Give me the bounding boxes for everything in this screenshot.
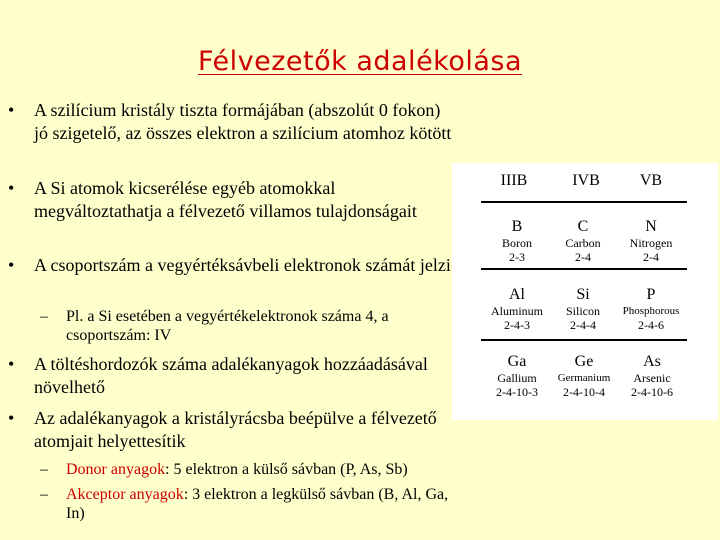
bullet-item — [8, 353, 454, 398]
bullet-item — [8, 99, 454, 144]
bullet-text: A Si atomok kicserélése egyéb atomokkal megváltoztathatja a félvezető villamos tulajdonságait — [34, 178, 417, 221]
element-cell-germanium — [551, 353, 617, 399]
sub-bullet-item — [40, 485, 461, 523]
element-config: 2-4 — [643, 250, 659, 264]
bullet-text: A szilícium kristály tiszta formájában (abszolút 0 fokon) jó szigetelő, az összes elektron a szilícium atomhoz kötött — [34, 100, 452, 143]
bullet-dot: • — [8, 178, 15, 198]
element-name: Aluminum — [490, 304, 543, 318]
sub-bullet-item — [40, 460, 461, 479]
element-cell-boron — [485, 218, 549, 264]
element-config: 2-4-10-6 — [631, 385, 673, 399]
sub-bullet-text: Pl. a Si esetében a vegyértékelektronok száma 4, a csoportszám: IV — [66, 308, 389, 344]
bullet-text: Az adalékanyagok a kristályrácsba beépülve a félvezető atomjait helyettesítik — [34, 408, 437, 451]
bullet-dot: • — [8, 255, 15, 275]
element-symbol: P — [646, 286, 656, 303]
element-config: 2-3 — [509, 250, 525, 264]
element-symbol: Si — [576, 286, 590, 303]
element-config: 2-4-6 — [638, 318, 664, 332]
element-cell-phosphorous — [618, 286, 684, 332]
element-symbol: Ge — [574, 353, 594, 370]
sub-bullet-dash: – — [40, 486, 48, 503]
element-name: Arsenic — [633, 371, 671, 385]
element-cell-silicon — [551, 286, 615, 332]
element-symbol: C — [577, 218, 589, 235]
donor-label: Donor anyagok — [66, 461, 166, 478]
element-name: Phosphorous — [622, 305, 680, 317]
element-name: Nitrogen — [629, 236, 673, 250]
element-symbol: Ga — [507, 353, 527, 370]
element-config: 2-4-4 — [570, 318, 596, 332]
page-title: Félvezetők adalékolása — [197, 46, 523, 77]
table-divider — [481, 268, 687, 270]
element-name: Boron — [502, 236, 532, 250]
element-config: 2-4 — [575, 250, 591, 264]
element-symbol: B — [511, 218, 523, 235]
sub-bullet-dash: – — [40, 308, 48, 325]
element-name: Gallium — [497, 371, 537, 385]
bullet-item — [8, 407, 454, 452]
bullet-dot: • — [8, 100, 15, 120]
element-symbol: Al — [509, 286, 525, 303]
bullet-item — [8, 254, 454, 277]
bullet-dot: • — [8, 354, 15, 374]
element-config: 2-4-10-4 — [563, 385, 605, 399]
element-config: 2-4-10-3 — [496, 385, 538, 399]
bullet-text: A csoportszám a vegyértéksávbeli elektronok számát jelzi — [34, 255, 451, 275]
element-name: Germanium — [557, 372, 611, 384]
bullet-dot: • — [8, 408, 15, 428]
bullet-text: A töltéshordozók száma adalékanyagok hozzáadásával növelhető — [34, 354, 428, 397]
element-name: Carbon — [565, 236, 601, 250]
element-cell-arsenic — [619, 353, 685, 399]
element-cell-carbon — [551, 218, 615, 264]
sub-bullet-text: : 3 elektron a legkülső sávban (B, Al, Ga, In) — [66, 486, 449, 522]
element-cell-aluminum — [485, 286, 549, 332]
table-divider — [481, 201, 687, 203]
element-symbol: N — [645, 218, 657, 235]
sub-bullet-text: : 5 elektron a külső sávban (P, As, Sb) — [165, 461, 408, 478]
element-cell-nitrogen — [618, 218, 684, 264]
element-cell-gallium — [485, 353, 549, 399]
bullet-item — [8, 177, 454, 222]
acceptor-label: Akceptor anyagok — [66, 486, 184, 503]
sub-bullet-item — [40, 307, 461, 345]
table-header: IIIB — [500, 172, 528, 189]
table-divider — [481, 339, 687, 341]
element-symbol: As — [643, 353, 661, 370]
element-name: Silicon — [565, 304, 600, 318]
table-header: VB — [639, 172, 663, 189]
table-header: IVB — [572, 172, 600, 189]
element-config: 2-4-3 — [504, 318, 530, 332]
sub-bullet-dash: – — [40, 461, 48, 478]
